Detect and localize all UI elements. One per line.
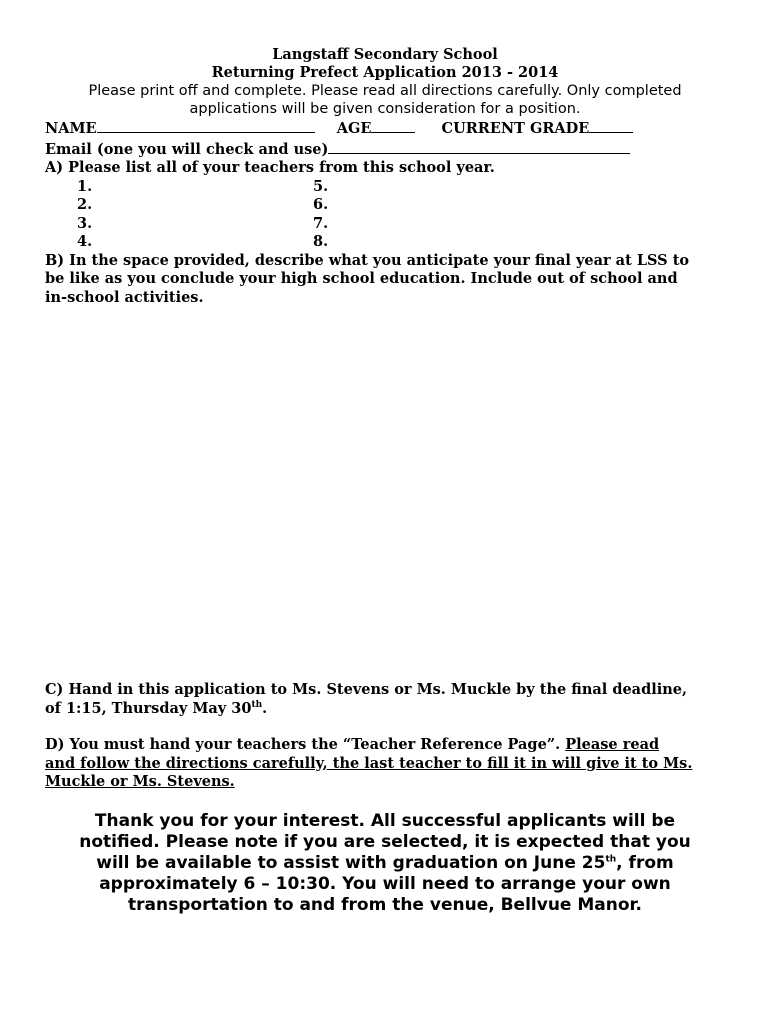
section-b-line-2: be like as you conclude your high school education. Include out of school and — [45, 270, 678, 287]
intro-line-1: Please print off and complete. Please read all directions carefully. Only completed — [88, 83, 682, 99]
form-title: Returning Prefect Application 2013 - 2014 — [211, 64, 559, 81]
section-d — [45, 736, 725, 792]
section-c — [45, 681, 725, 718]
section-b — [45, 252, 725, 308]
thanks-line-5: transportation to and from the venue, Bellvue Manor. — [128, 894, 642, 915]
thanks-line-2: notified. Please note if you are selected, it is expected that you — [79, 831, 691, 852]
teacher-number: 2. — [77, 196, 93, 213]
grade-blank[interactable] — [589, 118, 633, 133]
section-c-line-2: of 1:15, Thursday May 30th. — [45, 699, 268, 717]
section-d-line-3: Muckle or Ms. Stevens. — [45, 773, 235, 790]
teacher-list — [45, 178, 725, 252]
age-blank[interactable] — [371, 118, 415, 133]
teacher-number: 7. — [313, 214, 329, 232]
teacher-number: 3. — [77, 214, 93, 232]
teacher-list-right — [313, 178, 549, 252]
thank-you-note — [45, 811, 725, 916]
section-d-line-1: D) You must hand your teachers the “Teacher Reference Page”. Please read — [45, 736, 660, 753]
section-c-line-1: C) Hand in this application to Ms. Stevens or Ms. Muckle by the final deadline, — [45, 681, 688, 698]
email-row — [45, 139, 725, 160]
thanks-line-3: will be available to assist with graduation on June 25th, from — [96, 852, 674, 873]
school-name: Langstaff Secondary School — [272, 46, 498, 63]
name-label: NAME — [45, 120, 97, 137]
thanks-line-1: Thank you for your interest. All successful applicants will be — [94, 810, 676, 831]
intro-line-2: applications will be given consideration for a position. — [189, 101, 581, 117]
section-d-line-2: and follow the directions carefully, the last teacher to fill it in will give it to Ms. — [45, 754, 693, 772]
email-blank[interactable] — [328, 139, 630, 154]
teacher-number: 6. — [313, 196, 329, 213]
age-label: AGE — [336, 120, 372, 137]
grade-label: CURRENT GRADE — [441, 120, 590, 137]
teacher-number: 8. — [313, 233, 329, 250]
teacher-number: 5. — [313, 177, 329, 195]
email-label: Email (one you will check and use) — [45, 140, 329, 158]
application-form — [45, 46, 725, 916]
response-space[interactable] — [45, 307, 725, 681]
section-b-line-3: in-school activities. — [45, 288, 204, 306]
name-blank[interactable] — [97, 118, 315, 133]
teacher-number: 1. — [77, 177, 93, 195]
section-a-heading: A) Please list all of your teachers from this school year. — [45, 159, 495, 176]
section-b-line-1: B) In the space provided, describe what you anticipate your final year at LSS to — [45, 251, 690, 269]
name-age-grade-row — [45, 118, 725, 139]
teacher-list-left — [77, 178, 313, 252]
teacher-number: 4. — [77, 233, 93, 250]
thanks-line-4: approximately 6 – 10:30. You will need to arrange your own — [99, 873, 671, 894]
